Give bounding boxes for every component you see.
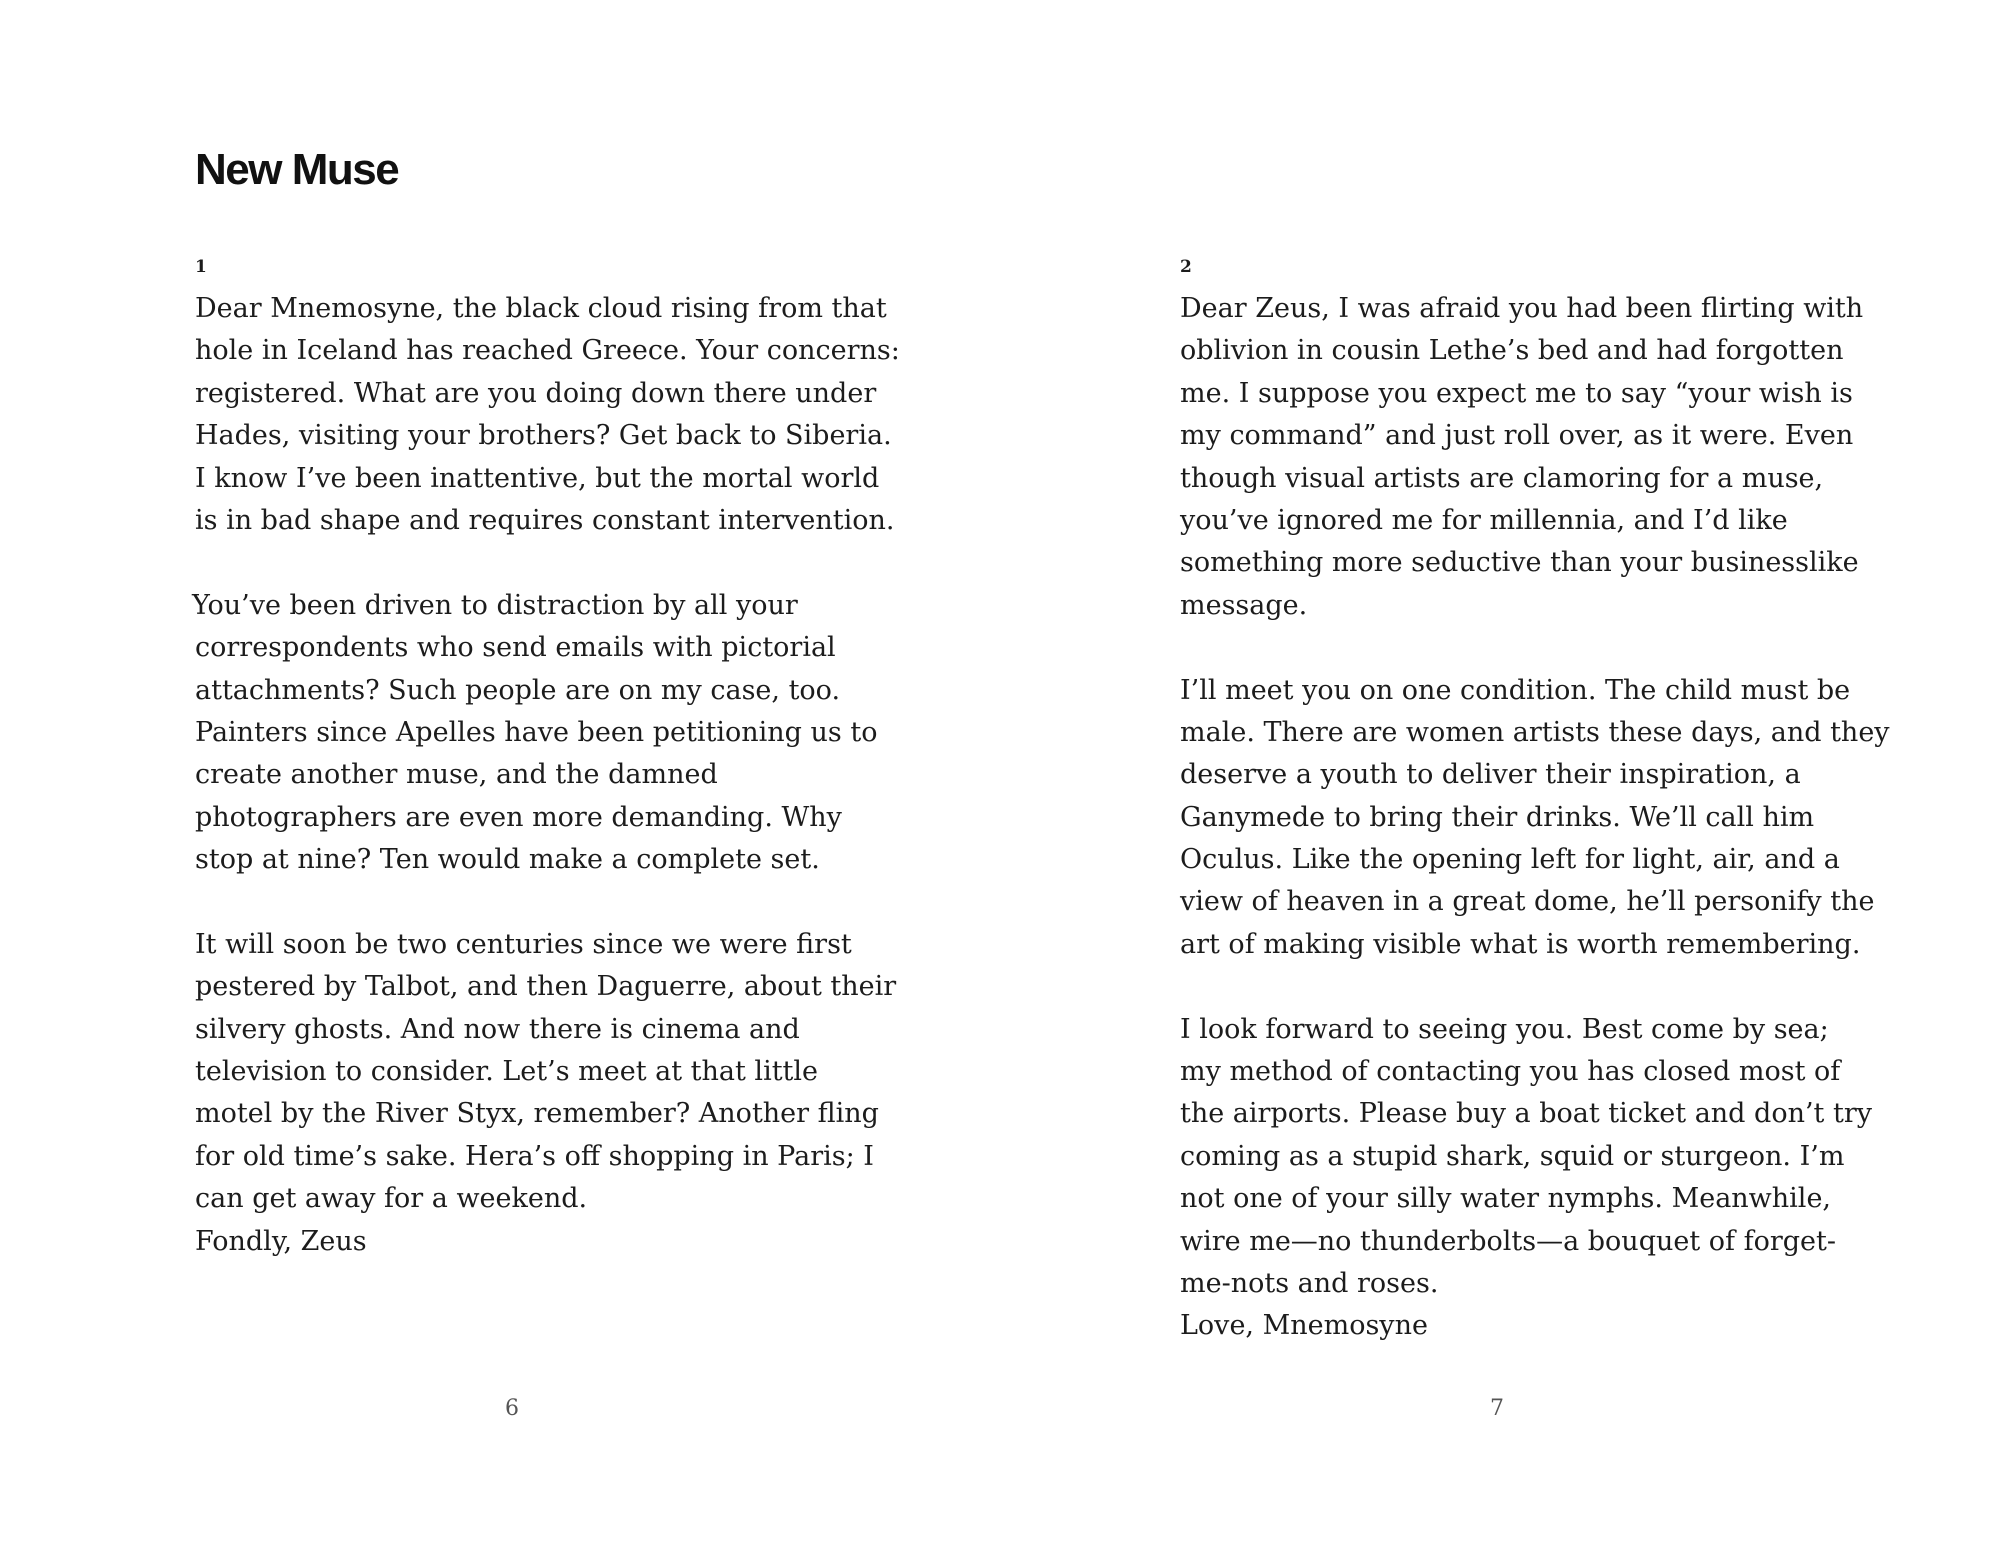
verse-line: create another muse, and the damned <box>195 759 718 791</box>
verse-line: I look forward to seeing you. Best come by sea; <box>1180 1013 1829 1045</box>
verse-line: television to consider. Let’s meet at that little <box>195 1056 819 1088</box>
verse-line: attachments? Such people are on my case, too. <box>195 674 841 706</box>
signature-line: Fondly, Zeus <box>195 1225 367 1257</box>
verse-line: Hades, visiting your brothers? Get back to Siberia. <box>195 420 892 452</box>
verse-line: pestered by Talbot, and then Daguerre, about their <box>195 971 897 1003</box>
verse-line: stop at nine? Ten would make a complete set. <box>195 844 820 876</box>
verse-line: You’ve been driven to distraction by all your <box>192 589 798 621</box>
verse-line: the airports. Please buy a boat ticket and don’t try <box>1180 1098 1872 1130</box>
right-page <box>1000 0 2000 1558</box>
stanza <box>192 585 878 882</box>
verse-line: my method of contacting you has closed most of <box>1180 1056 1841 1088</box>
verse-line: me. I suppose you expect me to say “your wish is <box>1180 377 1853 409</box>
stanza <box>1180 1009 1872 1348</box>
stanza-break <box>195 542 875 584</box>
verse-line: male. There are women artists these days, and they <box>1180 716 1890 748</box>
section-number: 1 <box>195 257 207 277</box>
verse-line: something more seductive than your businesslike <box>1180 547 1859 579</box>
verse-line: message. <box>1180 589 1308 621</box>
verse-line: wire me—no thunderbolts—a bouquet of forget- <box>1180 1225 1837 1257</box>
verse-line: I’ll meet you on one condition. The child must be <box>1180 674 1851 706</box>
verse-line: motel by the River Styx, remember? Another fling <box>195 1098 879 1130</box>
verse-line: Ganymede to bring their drinks. We’ll call him <box>1180 801 1815 833</box>
verse-line: Dear Mnemosyne, the black cloud rising from that <box>195 293 887 324</box>
section-number: 2 <box>1180 257 1192 277</box>
stanza <box>195 924 897 1263</box>
verse-line: hole in Iceland has reached Greece. Your concerns: <box>195 335 900 367</box>
verse-line: me-nots and roses. <box>1180 1267 1439 1299</box>
verse-line: my command” and just roll over, as it were. Even <box>1180 420 1854 452</box>
verse-line: for old time’s sake. Hera’s off shopping in Paris; I <box>195 1140 874 1172</box>
stanza <box>195 288 900 542</box>
verse-line: registered. What are you doing down there under <box>195 377 877 409</box>
stanza-break <box>195 881 875 923</box>
verse-line: though visual artists are clamoring for a muse, <box>1180 462 1824 494</box>
stanza-break <box>1180 627 1860 669</box>
verse-line: coming as a stupid shark, squid or sturgeon. I’m <box>1180 1140 1845 1172</box>
verse-line: art of making visible what is worth remembering. <box>1180 928 1861 960</box>
verse-line: Dear Zeus, I was afraid you had been flirting with <box>1180 293 1864 324</box>
stanza <box>1180 670 1890 967</box>
page-number: 7 <box>1490 1396 1504 1421</box>
verse-line: photographers are even more demanding. Why <box>195 801 842 833</box>
verse-line: correspondents who send emails with pictorial <box>195 632 836 664</box>
verse-line: oblivion in cousin Lethe’s bed and had forgotten <box>1180 335 1844 367</box>
poem-title: New Muse <box>195 145 399 194</box>
verse-line: not one of your silly water nymphs. Meanwhile, <box>1180 1183 1832 1215</box>
verse-line: deserve a youth to deliver their inspiration, a <box>1180 759 1801 791</box>
verse-line: Painters since Apelles have been petitioning us to <box>195 716 878 748</box>
section-2 <box>1180 254 1890 1348</box>
verse-line: view of heaven in a great dome, he’ll personify the <box>1180 886 1875 918</box>
verse-line: can get away for a weekend. <box>195 1183 588 1215</box>
verse-line: Oculus. Like the opening left for light, air, and a <box>1180 844 1840 876</box>
stanza <box>1180 288 1864 627</box>
verse-line: is in bad shape and requires constant intervention. <box>195 504 895 536</box>
section-1 <box>192 254 900 1263</box>
stanza-break <box>1180 966 1860 1008</box>
page-number: 6 <box>505 1396 519 1421</box>
verse-line: I know I’ve been inattentive, but the mortal world <box>195 462 880 494</box>
verse-line: It will soon be two centuries since we were first <box>195 928 852 960</box>
verse-line: you’ve ignored me for millennia, and I’d like <box>1180 504 1788 536</box>
signature-line: Love, Mnemosyne <box>1180 1310 1428 1342</box>
verse-line: silvery ghosts. And now there is cinema and <box>195 1013 800 1045</box>
